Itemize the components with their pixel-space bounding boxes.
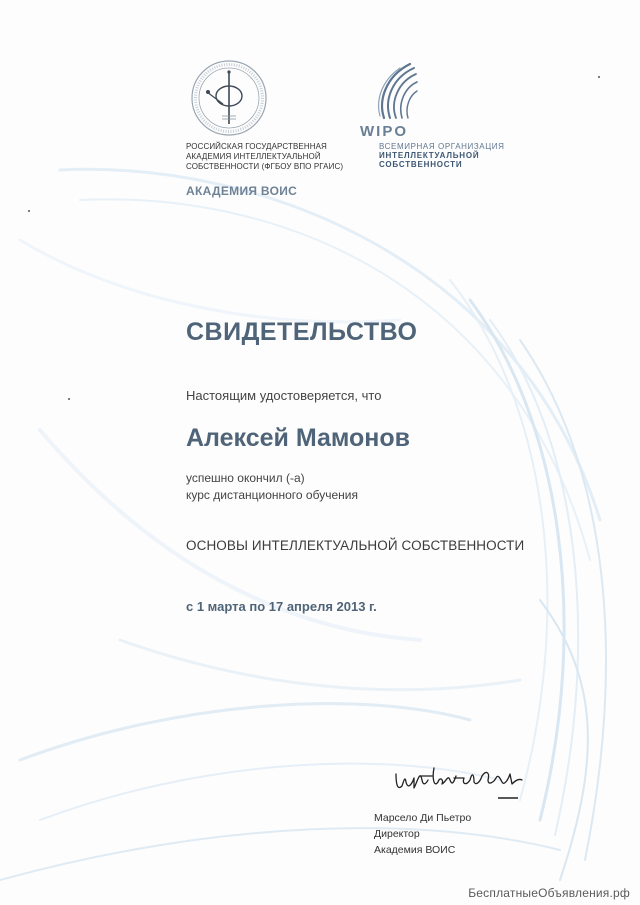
- academy-label: АКАДЕМИЯ ВОИС: [186, 184, 298, 198]
- rgais-name-line-2: АКАДЕМИЯ ИНТЕЛЛЕКТУАЛЬНОЙ: [186, 152, 321, 161]
- rgais-name: [186, 142, 386, 172]
- wipo-wordmark: WIPO: [360, 123, 408, 140]
- completion-line-1: успешно окончил (-а): [186, 471, 305, 485]
- scan-speck: [28, 210, 30, 212]
- course-period: с 1 марта по 17 апреля 2013 г.: [186, 599, 377, 614]
- completion-line-2: курс дистанционного обучения: [186, 488, 358, 502]
- course-name: ОСНОВЫ ИНТЕЛЛЕКТУАЛЬНОЙ СОБСТВЕННОСТИ: [186, 538, 525, 553]
- site-watermark: БесплатныеОбъявления.рф: [468, 886, 630, 900]
- recipient-name: Алексей Мамонов: [186, 424, 411, 452]
- signatory-name: Марсело Ди Пьетро: [374, 812, 472, 824]
- completion-text: [186, 470, 358, 504]
- wipo-emblem-icon: [370, 60, 418, 122]
- signatory-block: [374, 810, 471, 858]
- scan-speck: [68, 398, 70, 400]
- wipo-org-line-1: ВСЕМИРНАЯ ОРГАНИЗАЦИЯ: [379, 142, 505, 151]
- wipo-org-line-2: ИНТЕЛЛЕКТУАЛЬНОЙ: [379, 151, 480, 160]
- rgais-name-line-1: РОССИЙСКАЯ ГОСУДАРСТВЕННАЯ: [186, 142, 327, 151]
- handwritten-signature: [390, 760, 530, 808]
- wipo-org-name: [379, 142, 539, 169]
- signatory-position: Директор: [374, 828, 420, 840]
- scan-speck: [598, 76, 600, 78]
- certify-text: Настоящим удостоверяется, что: [186, 388, 382, 403]
- certificate-title: СВИДЕТЕЛЬСТВО: [186, 318, 418, 346]
- signatory-organization: Академия ВОИС: [374, 844, 456, 856]
- rgais-name-line-3: СОБСТВЕННОСТИ (ФГБОУ ВПО РГАИС): [186, 162, 344, 171]
- rgais-emblem-icon: [189, 58, 269, 138]
- wipo-org-line-3: СОБСТВЕННОСТИ: [379, 160, 463, 169]
